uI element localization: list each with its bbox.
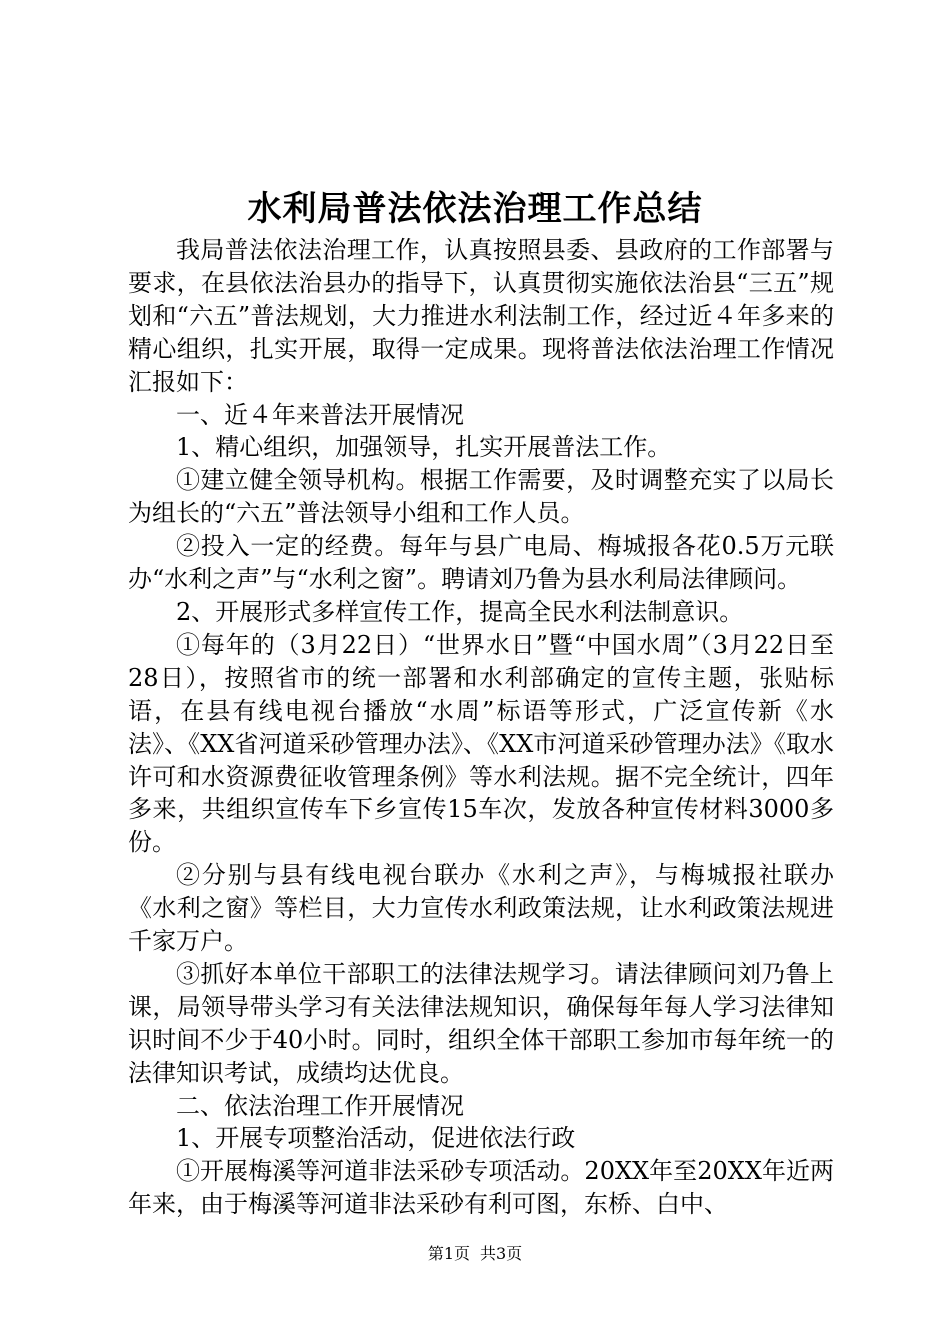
body-paragraph: ①每年的（3月22日）“世界水日”暨“中国水周”（3月22日至28日），按照省市的统一部署和水利部确定的宣传主题，张贴标语，在县有线电视台播放“水周”标语等形式，广泛宣传新《水法》、《XX省河道采砂管理办法》、《XX市河道采砂管理办法》《取水许可和水资源费征收管理条例》等水利法规。据不完全统计，四年多来，共组织宣传车下乡宣传15车次，发放各种宣传材料3000多份。 xyxy=(128,630,834,857)
body-paragraph: ②分别与县有线电视台联办《水利之声》，与梅城报社联办《水利之窗》等栏目，大力宣传水利政策法规，让水利政策法规进千家万户。 xyxy=(128,861,834,956)
document-body xyxy=(128,234,834,1221)
section-heading-1: 一、近４年来普法开展情况 xyxy=(176,400,464,429)
page-footer xyxy=(0,1242,950,1266)
page-number: 第1页 xyxy=(427,1244,470,1263)
subsection-heading-1-2: 2、开展形式多样宣传工作，提高全民水利法制意识。 xyxy=(176,597,744,626)
subsection-heading-2-1: 1、开展专项整治活动，促进依法行政 xyxy=(176,1124,576,1153)
body-paragraph-intro: 我局普法依法治理工作，认真按照县委、县政府的工作部署与要求，在县依法治县办的指导下，认真贯彻实施依法治县“三五”规划和“六五”普法规划，大力推进水利法制工作，经过近４年多来的精心组织，扎实开展，取得一定成果。现将普法依法治理工作情况汇报如下： xyxy=(128,236,834,396)
body-paragraph: ②投入一定的经费。每年与县广电局、梅城报各花0.5万元联办“水利之声”与“水利之窗”。聘请刘乃鲁为县水利局法律顾问。 xyxy=(128,532,834,594)
body-paragraph: ①开展梅溪等河道非法采砂专项活动。20XX年至20XX年近两年来，由于梅溪等河道非法采砂有利可图，东桥、白中、 xyxy=(128,1157,834,1219)
body-paragraph: ①建立健全领导机构。根据工作需要，及时调整充实了以局长为组长的“六五”普法领导小组和工作人员。 xyxy=(128,466,834,528)
document-title: 水利局普法依法治理工作总结 xyxy=(247,189,703,229)
section-heading-2: 二、依法治理工作开展情况 xyxy=(176,1091,464,1120)
body-paragraph: ③抓好本单位干部职工的法律法规学习。请法律顾问刘乃鲁上课，局领导带头学习有关法律法规知识，确保每年每人学习法律知识时间不少于40小时。同时，组织全体干部职工参加市每年统一的法律知识考试，成绩均达优良。 xyxy=(128,959,834,1087)
page-total: 共3页 xyxy=(480,1244,523,1263)
subsection-heading-1-1: 1、精心组织，加强领导，扎实开展普法工作。 xyxy=(176,433,672,462)
